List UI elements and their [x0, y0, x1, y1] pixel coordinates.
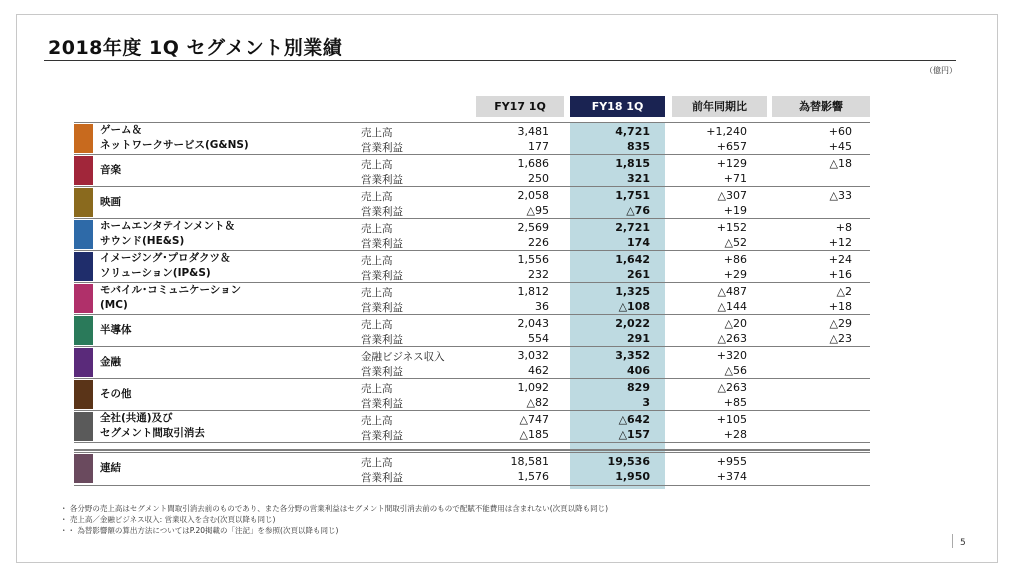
- segment-name: 金融: [100, 356, 121, 368]
- row-divider: [74, 282, 870, 283]
- value-fy18: △76: [626, 204, 650, 217]
- value-yoy: △263: [717, 332, 747, 345]
- value-fy18: 406: [627, 364, 650, 377]
- segment-row: [74, 452, 870, 484]
- value-yoy: +19: [723, 204, 747, 217]
- value-fy17: 250: [528, 172, 549, 185]
- value-yoy: △487: [717, 285, 747, 298]
- value-fy17: 1,092: [517, 381, 549, 394]
- footnote-3: ・・ 為替影響額の算出方法についてはP.20掲載の「注記」を参照(次頁以降も同じ): [60, 526, 339, 535]
- metric-label: 営業利益: [361, 398, 403, 410]
- segment-name: 映画: [100, 196, 121, 208]
- value-fy17: △82: [526, 396, 549, 409]
- value-fx-impact: +45: [828, 140, 852, 153]
- metric-label: 営業利益: [361, 174, 403, 186]
- value-fx-impact: △33: [829, 189, 852, 202]
- value-fy17: 1,556: [517, 253, 549, 266]
- value-fy17: 36: [535, 300, 549, 313]
- value-fy18: 3: [642, 396, 650, 409]
- segment-name: 半導体: [100, 324, 132, 336]
- row-divider: [74, 452, 870, 453]
- value-fx-impact: +8: [835, 221, 852, 234]
- segment-name: 全社(共通)及び セグメント間取引消去: [100, 412, 205, 439]
- segment-row: [74, 218, 870, 250]
- value-fy17: 3,481: [517, 125, 549, 138]
- value-fy17: 177: [528, 140, 549, 153]
- value-yoy: +1,240: [706, 125, 747, 138]
- value-fx-impact: +60: [828, 125, 852, 138]
- metric-label: 金融ビジネス収入: [361, 351, 445, 363]
- value-yoy: +105: [716, 413, 747, 426]
- value-fy18: 4,721: [615, 125, 650, 138]
- row-divider: [74, 485, 870, 486]
- value-fy18: △157: [618, 428, 650, 441]
- page-number: 5: [960, 538, 966, 548]
- value-fx-impact: △2: [836, 285, 852, 298]
- row-divider: [74, 346, 870, 347]
- value-yoy: +129: [716, 157, 747, 170]
- value-fy17: 2,043: [517, 317, 549, 330]
- metric-label: 営業利益: [361, 142, 403, 154]
- value-fy18: 1,325: [615, 285, 650, 298]
- value-yoy: +28: [723, 428, 747, 441]
- value-fy17: 554: [528, 332, 549, 345]
- metric-label: 営業利益: [361, 472, 403, 484]
- value-fx-impact: +24: [828, 253, 852, 266]
- metric-label: 営業利益: [361, 238, 403, 250]
- segment-row: [74, 186, 870, 218]
- value-fx-impact: +18: [828, 300, 852, 313]
- segment-color-swatch: [74, 412, 93, 441]
- segment-row: [74, 314, 870, 346]
- value-fy18: 1,642: [615, 253, 650, 266]
- value-fy17: 232: [528, 268, 549, 281]
- row-divider: [74, 122, 870, 123]
- value-yoy: +152: [716, 221, 747, 234]
- value-fy18: 835: [627, 140, 650, 153]
- value-fy18: 19,536: [607, 455, 650, 468]
- value-fy18: 1,815: [615, 157, 650, 170]
- value-fy18: 261: [627, 268, 650, 281]
- segment-name: その他: [100, 388, 132, 400]
- row-divider: [74, 314, 870, 315]
- value-fy17: 2,058: [517, 189, 549, 202]
- value-fx-impact: △29: [829, 317, 852, 330]
- segment-row: [74, 378, 870, 410]
- value-fy17: 18,581: [510, 455, 549, 468]
- segment-row: [74, 346, 870, 378]
- segment-color-swatch: [74, 156, 93, 185]
- metric-label: 営業利益: [361, 430, 403, 442]
- value-fy17: 1,812: [517, 285, 549, 298]
- metric-label: 売上高: [361, 319, 393, 331]
- value-fy17: 1,576: [517, 470, 549, 483]
- value-yoy: +955: [716, 455, 747, 468]
- page-title: 2018年度 1Q セグメント別業績: [48, 37, 343, 59]
- metric-label: 売上高: [361, 457, 393, 469]
- segment-name: イメージング･プロダクツ＆ ソリューション(IP&S): [100, 252, 231, 279]
- value-fy18: △108: [618, 300, 650, 313]
- title-rule: [44, 60, 956, 61]
- segment-color-swatch: [74, 252, 93, 281]
- metric-label: 営業利益: [361, 206, 403, 218]
- row-divider: [74, 442, 870, 443]
- value-fy18: 291: [627, 332, 650, 345]
- value-yoy: +86: [723, 253, 747, 266]
- header-yoy: 前年同期比: [672, 96, 767, 117]
- value-fx-impact: △18: [829, 157, 852, 170]
- metric-label: 売上高: [361, 223, 393, 235]
- header-fy18: FY18 1Q: [570, 96, 665, 117]
- metric-label: 売上高: [361, 383, 393, 395]
- value-yoy: +320: [716, 349, 747, 362]
- value-fy17: △95: [526, 204, 549, 217]
- value-fy17: 1,686: [517, 157, 549, 170]
- value-fy17: 462: [528, 364, 549, 377]
- value-yoy: +71: [723, 172, 747, 185]
- value-fy18: 2,721: [615, 221, 650, 234]
- header-fx: 為替影響: [772, 96, 870, 117]
- row-divider: [74, 250, 870, 251]
- value-yoy: +657: [716, 140, 747, 153]
- segment-name: ゲーム＆ ネットワークサービス(G&NS): [100, 124, 249, 151]
- value-fy18: △642: [618, 413, 650, 426]
- segment-color-swatch: [74, 454, 93, 483]
- segment-name: 連結: [100, 462, 121, 474]
- segment-color-swatch: [74, 348, 93, 377]
- value-fy17: △747: [519, 413, 549, 426]
- value-fx-impact: +12: [828, 236, 852, 249]
- value-yoy: △263: [717, 381, 747, 394]
- total-top-rule: [74, 449, 870, 451]
- value-fx-impact: △23: [829, 332, 852, 345]
- metric-label: 売上高: [361, 127, 393, 139]
- segment-row: [74, 410, 870, 442]
- segment-name: モバイル･コミュニケーション (MC): [100, 284, 242, 311]
- value-yoy: △52: [724, 236, 747, 249]
- metric-label: 売上高: [361, 191, 393, 203]
- metric-label: 売上高: [361, 255, 393, 267]
- segment-name: ホームエンタテインメント＆ サウンド(HE&S): [100, 220, 236, 247]
- metric-label: 売上高: [361, 159, 393, 171]
- segment-color-swatch: [74, 124, 93, 153]
- page-number-divider: [952, 534, 953, 548]
- value-yoy: △307: [717, 189, 747, 202]
- value-fy18: 2,022: [615, 317, 650, 330]
- segment-color-swatch: [74, 188, 93, 217]
- row-divider: [74, 218, 870, 219]
- unit-label: （億円）: [925, 66, 957, 75]
- segment-row: [74, 122, 870, 154]
- footnote-2: ・ 売上高／金融ビジネス収入: 営業収入を含む(次頁以降も同じ): [60, 515, 276, 524]
- value-yoy: △56: [724, 364, 747, 377]
- metric-label: 営業利益: [361, 302, 403, 314]
- metric-label: 営業利益: [361, 270, 403, 282]
- segment-color-swatch: [74, 316, 93, 345]
- row-divider: [74, 154, 870, 155]
- segment-color-swatch: [74, 220, 93, 249]
- value-yoy: +29: [723, 268, 747, 281]
- segment-row: [74, 154, 870, 186]
- value-fy17: △185: [519, 428, 549, 441]
- metric-label: 売上高: [361, 287, 393, 299]
- footnote-1: ・ 各分野の売上高はセグメント間取引消去前のものであり、また各分野の営業利益はセグメント間取引消去前のもので配賦不能費用は含まれない(次頁以降も同じ): [60, 504, 609, 513]
- segment-row: [74, 250, 870, 282]
- segment-name: 音楽: [100, 164, 121, 176]
- segment-color-swatch: [74, 284, 93, 313]
- value-fy18: 1,950: [615, 470, 650, 483]
- metric-label: 売上高: [361, 415, 393, 427]
- value-yoy: +374: [716, 470, 747, 483]
- segment-row: [74, 282, 870, 314]
- value-fy17: 3,032: [517, 349, 549, 362]
- value-fy18: 3,352: [615, 349, 650, 362]
- value-fy18: 1,751: [615, 189, 650, 202]
- value-yoy: △144: [717, 300, 747, 313]
- value-fy18: 174: [627, 236, 650, 249]
- value-yoy: △20: [724, 317, 747, 330]
- value-fy17: 2,569: [517, 221, 549, 234]
- value-fx-impact: +16: [828, 268, 852, 281]
- metric-label: 営業利益: [361, 366, 403, 378]
- value-fy18: 321: [627, 172, 650, 185]
- value-fy18: 829: [627, 381, 650, 394]
- row-divider: [74, 186, 870, 187]
- metric-label: 営業利益: [361, 334, 403, 346]
- value-yoy: +85: [723, 396, 747, 409]
- segment-color-swatch: [74, 380, 93, 409]
- header-fy17: FY17 1Q: [476, 96, 564, 117]
- value-fy17: 226: [528, 236, 549, 249]
- row-divider: [74, 378, 870, 379]
- row-divider: [74, 410, 870, 411]
